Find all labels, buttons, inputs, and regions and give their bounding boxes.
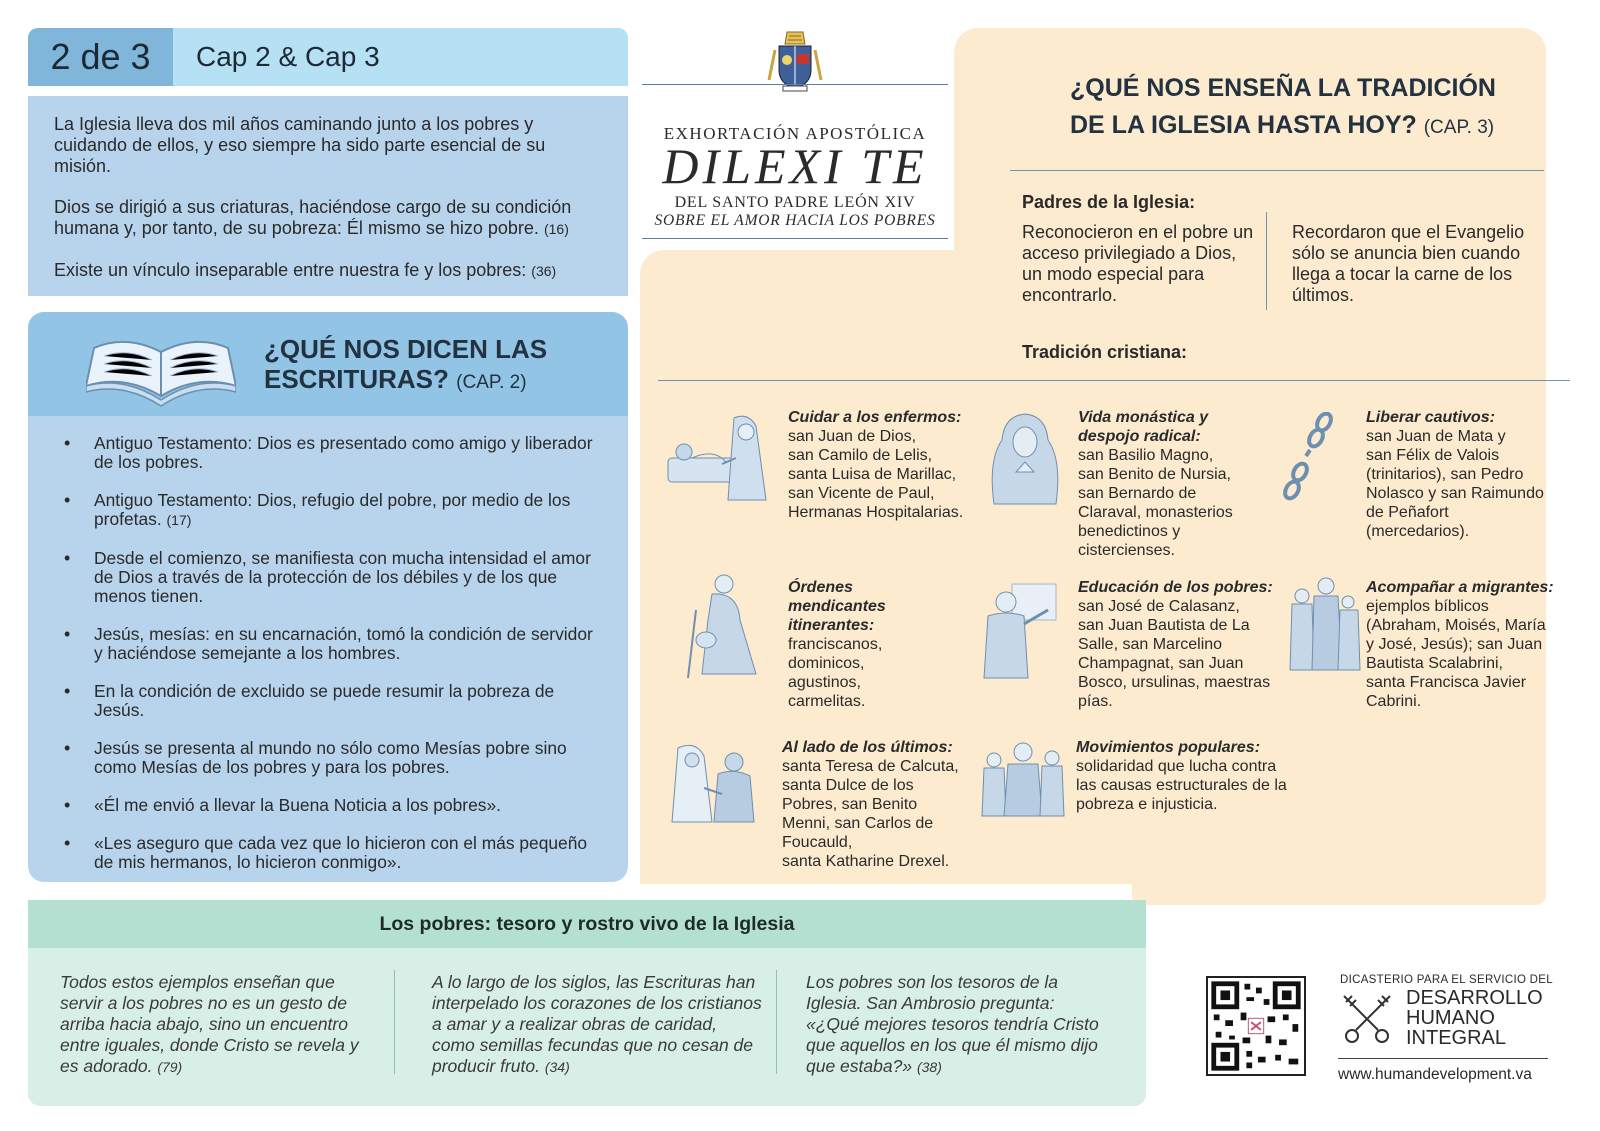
crossed-keys-icon bbox=[1338, 990, 1396, 1048]
tradition-title: ¿QUÉ NOS ENSEÑA LA TRADICIÓN DE LA IGLESIA HASTA HOY? (CAP. 3) bbox=[1070, 74, 1496, 139]
list-item: • Antiguo Testamento: Dios, refugio del pobre, por medio de los profetas. (17) bbox=[94, 491, 604, 530]
chapter-header bbox=[28, 28, 628, 86]
sick-care-illustration bbox=[664, 408, 776, 504]
open-book-icon bbox=[86, 320, 236, 408]
migrants-illustration bbox=[1284, 574, 1364, 674]
logo-topic: SOBRE EL AMOR HACIA LOS POBRES bbox=[654, 212, 936, 229]
reference-number: (16) bbox=[543, 221, 569, 237]
list-item: • Jesús se presenta al mundo no sólo como Mesías pobre sino como Mesías de los pobres y para los pobres. bbox=[94, 739, 604, 777]
divider bbox=[642, 84, 948, 85]
divider bbox=[1338, 1058, 1548, 1059]
list-item: • Antiguo Testamento: Dios es presentado como amigo y liberador de los pobres. bbox=[94, 434, 604, 472]
list-item: • En la condición de excluido se puede resumir la pobreza de Jesús. bbox=[94, 682, 604, 720]
reference-number: (36) bbox=[531, 263, 557, 279]
qr-code-icon[interactable] bbox=[1206, 976, 1306, 1076]
chapter-label: Cap 2 & Cap 3 bbox=[196, 41, 380, 72]
list-item: • «Él me envió a llevar la Buena Noticia a los pobres». bbox=[94, 796, 604, 815]
divider bbox=[394, 970, 395, 1074]
dicastery-label: DICASTERIO PARA EL SERVICIO DEL bbox=[1340, 974, 1553, 986]
list-item: • Desde el comienzo, se manifiesta con mucha intensidad el amor de Dios a través de la protección de los débiles y de los que menos tienen. bbox=[94, 549, 604, 606]
document-logo bbox=[632, 28, 952, 250]
treasure-column-3: Los pobres son los tesoros de la Iglesia. San Ambrosio pregunta: «¿Qué mejores tesoros tendría Cristo que aquellos en los que él mismo dijo que estaba?» (38) bbox=[806, 972, 1099, 1076]
treasure-title: Los pobres: tesoro y rostro vivo de la Iglesia bbox=[28, 900, 1146, 948]
tradition-example-captives: Liberar cautivos: san Juan de Mata y san Félix de Valois (trinitarios), san Pedro Nolasco y san Raimundo de Peñafort (mercedarios). bbox=[1366, 409, 1544, 540]
church-fathers-label: Padres de la Iglesia: bbox=[1022, 192, 1196, 212]
logo-title: DILEXI TE bbox=[662, 138, 928, 194]
scriptures-panel bbox=[28, 312, 628, 882]
church-fathers-text-right: Recordaron que el Evangelio sólo se anuncia bien cuando llega a tocar la carne de los últimos. bbox=[1292, 222, 1525, 305]
divider bbox=[642, 238, 948, 239]
nun-helping-illustration bbox=[668, 738, 760, 824]
divider bbox=[1010, 170, 1544, 171]
website-link[interactable]: www.humandevelopment.va bbox=[1338, 1066, 1532, 1083]
dicastery-name: DESARROLLO HUMANO INTEGRAL bbox=[1406, 987, 1543, 1049]
monk-illustration bbox=[986, 410, 1064, 508]
tradition-example-movements: Movimientos populares: solidaridad que lucha contra las causas estructurales de la pobreza e injusticia. bbox=[1076, 739, 1287, 813]
treasure-column-2: A lo largo de los siglos, las Escrituras han interpelado los corazones de los cristianos a amar y a realizar obras de caridad, como semillas fecundas que no cesan de producir fruto. (34) bbox=[432, 972, 762, 1076]
treasure-panel bbox=[28, 948, 1146, 1106]
scriptures-header bbox=[28, 312, 628, 416]
tradition-example-sick: Cuidar a los enfermos: san Juan de Dios, san Camilo de Lelis, santa Luisa de Marillac, san Vicente de Paul, Hermanas Hospitalarias. bbox=[788, 409, 964, 521]
page-indicator: 2 de 3 bbox=[28, 28, 173, 86]
broken-chain-icon bbox=[1280, 412, 1340, 506]
logo-subtitle: EXHORTACIÓN APOSTÓLICA bbox=[663, 124, 927, 143]
list-item: • Jesús, mesías: en su encarnación, tomó la condición de servidor y haciéndose semejante a los hombres. bbox=[94, 625, 604, 663]
friar-illustration bbox=[682, 570, 766, 682]
tradition-example-mendicant: Órdenes mendicantes itinerantes: franciscanos, dominicos, agustinos, carmelitas. bbox=[788, 579, 886, 710]
tradition-example-last: Al lado de los últimos: santa Teresa de Calcuta, santa Dulce de los Pobres, san Benito Menni, san Carlos de Foucauld, santa Katharine Drexel. bbox=[782, 739, 959, 870]
logo-author: DEL SANTO PADRE LEÓN XIV bbox=[674, 194, 916, 211]
intro-panel bbox=[28, 96, 628, 296]
church-fathers-text-left: Reconocieron en el pobre un acceso privilegiado a Dios, un modo especial para encontrarlo. bbox=[1022, 222, 1254, 305]
scriptures-title: ¿QUÉ NOS DICEN LAS ESCRITURAS? (CAP. 2) bbox=[264, 334, 548, 394]
christian-tradition-label: Tradición cristiana: bbox=[1022, 342, 1188, 362]
tradition-example-migrants: Acompañar a migrantes: ejemplos bíblicos (Abraham, Moisés, María y José, Jesús); san Juan Bautista Scalabrini, santa Francisca Javier Cabrini. bbox=[1366, 579, 1554, 710]
divider bbox=[1266, 212, 1267, 310]
papal-coat-of-arms-icon bbox=[765, 30, 825, 92]
scriptures-list bbox=[28, 416, 628, 872]
tradition-example-education: Educación de los pobres: san José de Calasanz, san Juan Bautista de La Salle, san Marcelino Champagnat, san Juan Bosco, ursulinas, maestras pías. bbox=[1078, 579, 1273, 710]
list-item: • «Les aseguro que cada vez que lo hicieron con el más pequeño de mis hermanos, lo hicieron conmigo». bbox=[94, 834, 604, 872]
divider bbox=[776, 970, 777, 1074]
intro-paragraph-1: La Iglesia lleva dos mil años caminando junto a los pobres y cuidando de ellos, y eso siempre ha sido parte esencial de su misión. bbox=[54, 114, 546, 176]
treasure-column-1: Todos estos ejemplos enseñan que servir a los pobres no es un gesto de arriba hacia abajo, sino un encuentro entre iguales, donde Cristo se revela y es adorado. (79) bbox=[60, 972, 359, 1076]
tradition-panel-tail bbox=[1132, 860, 1546, 905]
people-group-illustration bbox=[980, 736, 1066, 818]
teacher-illustration bbox=[976, 580, 1058, 680]
intro-paragraph-3: Existe un vínculo inseparable entre nuestra fe y los pobres: (36) bbox=[54, 260, 557, 280]
divider bbox=[658, 380, 1570, 381]
tradition-example-monastic: Vida monástica y despojo radical: san Basilio Magno, san Benito de Nursia, san Bernardo de Claraval, monasterios benedictinos y cistercienses. bbox=[1078, 409, 1233, 559]
intro-paragraph-2: Dios se dirigió a sus criaturas, haciéndose cargo de su condición humana y, por tanto, de su pobreza: Él mismo se hizo pobre. (16) bbox=[54, 197, 572, 238]
